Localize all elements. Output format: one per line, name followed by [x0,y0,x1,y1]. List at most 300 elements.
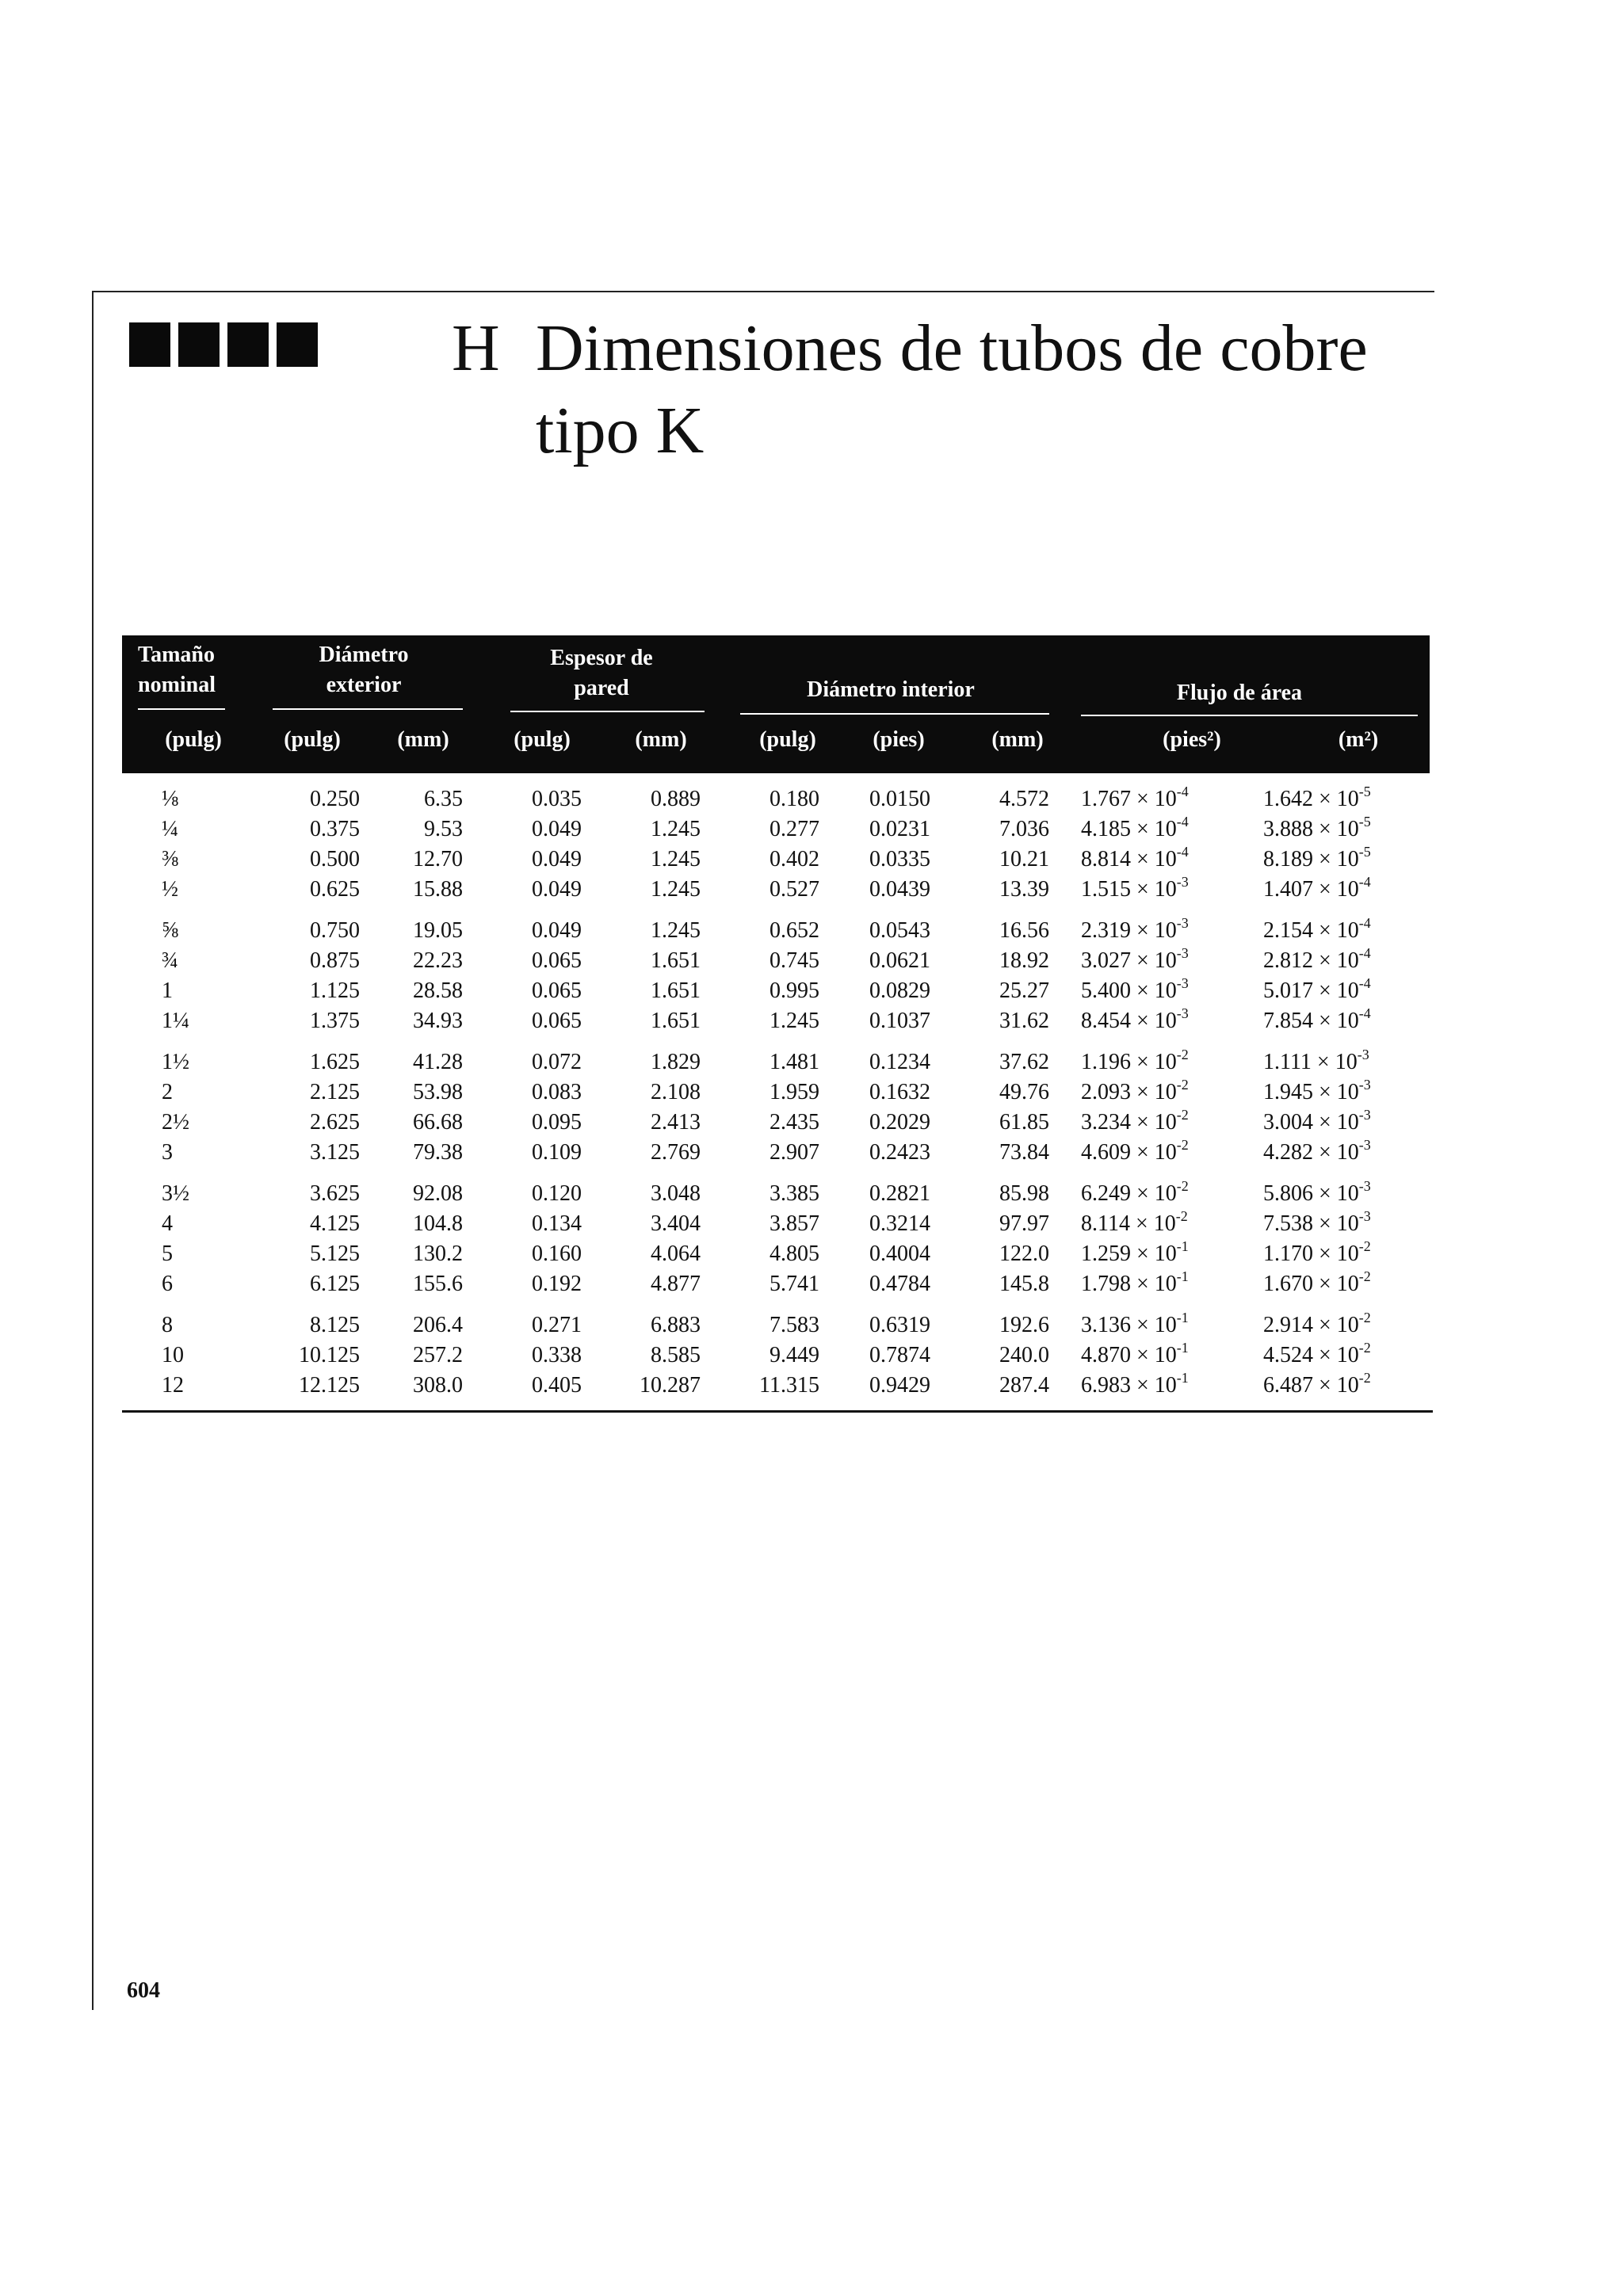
cell-espesor-pulg: 0.160 [532,1241,582,1266]
cell-espesor-pulg: 0.192 [532,1272,582,1296]
cell-espesor-pulg: 0.049 [532,817,582,841]
cell-espesor-mm: 2.108 [651,1080,701,1104]
cell-diam-ext-mm: 9.53 [424,817,463,841]
cell-diam-int-pies: 0.1234 [869,1050,930,1074]
exponent: -5 [1358,784,1371,799]
cell-diam-int-mm: 31.62 [999,1009,1049,1033]
cell-diam-int-mm: 10.21 [999,847,1049,871]
cell-diam-int-pies: 0.2821 [869,1181,930,1206]
cell-espesor-pulg: 0.120 [532,1181,582,1206]
unit-pulg: (pulg) [284,727,341,752]
exponent: -2 [1176,1077,1189,1093]
cell-tamano: 1 [162,978,173,1003]
cell-espesor-mm: 1.651 [651,1009,701,1033]
header-tamano: Tamaño nominal [138,643,216,697]
table-row [122,845,1430,875]
cell-flujo-pies2 [1081,1077,1263,1108]
cell-tamano: 2½ [162,1110,189,1135]
cell-flujo-m2 [1263,1179,1430,1209]
cell-diam-ext-mm: 206.4 [413,1313,463,1337]
mantissa: 1.196 × 10 [1081,1050,1177,1074]
exponent: -3 [1358,1208,1371,1224]
exponent: -2 [1176,1137,1189,1153]
cell-diam-int-mm: 192.6 [999,1313,1049,1337]
cell-flujo-pies2 [1081,976,1263,1006]
exponent: -2 [1358,1268,1371,1284]
exponent: -4 [1358,945,1371,961]
cell-diam-ext-pulg: 0.500 [310,847,360,871]
row-group [122,1179,1430,1299]
mantissa: 5.017 × 10 [1263,978,1359,1003]
mantissa: 6.983 × 10 [1081,1373,1177,1398]
table-row [122,1138,1430,1168]
unit-pies2: (pies²) [1163,727,1221,752]
cell-diam-ext-pulg: 4.125 [310,1211,360,1236]
row-group [122,916,1430,1036]
exponent: -3 [1358,1137,1371,1153]
cell-diam-int-pies: 0.1037 [869,1009,930,1033]
cell-tamano: 5 [162,1241,173,1266]
exponent: -3 [1358,1107,1371,1123]
cell-flujo-m2 [1263,1108,1430,1138]
cell-diam-int-pies: 0.2029 [869,1110,930,1135]
cell-diam-ext-mm: 34.93 [413,1009,463,1033]
mantissa: 2.093 × 10 [1081,1080,1177,1104]
top-rule [92,291,1434,292]
table-row [122,1108,1430,1138]
cell-diam-int-pulg: 5.741 [769,1272,819,1296]
exponent: -1 [1176,1268,1189,1284]
exponent: -2 [1358,1370,1371,1386]
mantissa: 1.259 × 10 [1081,1241,1177,1266]
cell-diam-ext-mm: 66.68 [413,1110,463,1135]
cell-espesor-mm: 6.883 [651,1313,701,1337]
cell-diam-int-pulg: 7.583 [769,1313,819,1337]
cell-flujo-m2 [1263,1239,1430,1269]
cell-diam-ext-pulg: 1.375 [310,1009,360,1033]
cell-diam-int-pies: 0.4004 [869,1241,930,1266]
unit-pulg: (pulg) [165,727,222,752]
cell-diam-ext-mm: 53.98 [413,1080,463,1104]
cell-espesor-mm: 1.651 [651,948,701,973]
mantissa: 1.407 × 10 [1263,877,1359,902]
cell-espesor-mm: 4.064 [651,1241,701,1266]
exponent: -4 [1358,915,1371,931]
cell-flujo-pies2 [1081,916,1263,946]
cell-diam-int-mm: 25.27 [999,978,1049,1003]
cell-diam-ext-pulg: 10.125 [299,1343,360,1367]
mantissa: 5.806 × 10 [1263,1181,1359,1206]
exponent: -1 [1176,1340,1189,1356]
cell-diam-ext-pulg: 8.125 [310,1313,360,1337]
cell-diam-int-pulg: 0.180 [769,787,819,811]
mantissa: 7.538 × 10 [1263,1211,1359,1236]
cell-diam-int-mm: 4.572 [999,787,1049,811]
cell-espesor-mm: 8.585 [651,1343,701,1367]
cell-diam-ext-pulg: 6.125 [310,1272,360,1296]
cell-diam-ext-pulg: 1.625 [310,1050,360,1074]
mantissa: 4.609 × 10 [1081,1140,1177,1165]
header-underline [740,713,1049,715]
cell-diam-ext-mm: 28.58 [413,978,463,1003]
exponent: -4 [1176,784,1189,799]
cell-tamano: 10 [162,1343,184,1367]
unit-pulg: (pulg) [514,727,571,752]
exponent: -4 [1176,844,1189,860]
cell-diam-int-pulg: 0.277 [769,817,819,841]
table-row [122,1179,1430,1209]
cell-espesor-pulg: 0.065 [532,948,582,973]
cell-diam-int-pulg: 0.745 [769,948,819,973]
exponent: -4 [1358,1005,1371,1021]
cell-espesor-pulg: 0.072 [532,1050,582,1074]
cell-flujo-m2 [1263,814,1430,845]
cell-diam-int-pulg: 0.652 [769,918,819,943]
cell-tamano: 3 [162,1140,173,1165]
table-row [122,1077,1430,1108]
exponent: -4 [1176,814,1189,830]
table-row [122,1269,1430,1299]
table-row [122,946,1430,976]
cell-diam-int-pies: 0.3214 [869,1211,930,1236]
cell-flujo-m2 [1263,1138,1430,1168]
cell-diam-ext-mm: 92.08 [413,1181,463,1206]
cell-flujo-pies2 [1081,875,1263,905]
page-title [452,307,1368,472]
mantissa: 1.945 × 10 [1263,1080,1359,1104]
cell-flujo-m2 [1263,784,1430,814]
unit-mm: (mm) [397,727,449,752]
cell-diam-ext-mm: 41.28 [413,1050,463,1074]
cell-diam-int-pies: 0.0231 [869,817,930,841]
table-row [122,1310,1430,1341]
mantissa: 1.767 × 10 [1081,787,1177,811]
mantissa: 2.914 × 10 [1263,1313,1359,1337]
exponent: -5 [1358,844,1371,860]
cell-flujo-pies2 [1081,946,1263,976]
cell-diam-int-pulg: 0.527 [769,877,819,902]
cell-diam-int-pies: 0.7874 [869,1343,930,1367]
cell-diam-int-pies: 0.0621 [869,948,930,973]
decorative-squares [129,322,318,367]
table-row [122,1006,1430,1036]
cell-espesor-pulg: 0.083 [532,1080,582,1104]
cell-espesor-mm: 4.877 [651,1272,701,1296]
cell-espesor-mm: 3.048 [651,1181,701,1206]
cell-flujo-pies2 [1081,1269,1263,1299]
cell-diam-int-mm: 287.4 [999,1373,1049,1398]
cell-espesor-pulg: 0.405 [532,1373,582,1398]
cell-diam-int-pulg: 9.449 [769,1343,819,1367]
mantissa: 2.319 × 10 [1081,918,1177,943]
header-underline [138,708,225,710]
cell-diam-int-pies: 0.2423 [869,1140,930,1165]
mantissa: 6.249 × 10 [1081,1181,1177,1206]
cell-diam-ext-pulg: 0.250 [310,787,360,811]
mantissa: 8.454 × 10 [1081,1009,1177,1033]
cell-flujo-m2 [1263,1371,1430,1401]
cell-diam-ext-pulg: 2.125 [310,1080,360,1104]
unit-mm: (mm) [635,727,687,752]
table-bottom-rule [122,1410,1433,1413]
cell-espesor-pulg: 0.338 [532,1343,582,1367]
cell-flujo-pies2 [1081,845,1263,875]
exponent: -4 [1358,975,1371,991]
cell-diam-int-pulg: 3.857 [769,1211,819,1236]
copper-tube-table [122,635,1430,1401]
cell-diam-int-mm: 73.84 [999,1140,1049,1165]
exponent: -2 [1176,1178,1189,1194]
cell-diam-int-pulg: 2.907 [769,1140,819,1165]
cell-espesor-mm: 2.769 [651,1140,701,1165]
appendix-letter: H [452,311,500,385]
cell-diam-int-mm: 85.98 [999,1181,1049,1206]
cell-diam-ext-mm: 12.70 [413,847,463,871]
cell-flujo-m2 [1263,916,1430,946]
cell-diam-int-mm: 16.56 [999,918,1049,943]
mantissa: 1.170 × 10 [1263,1241,1359,1266]
left-rule [92,291,94,2010]
cell-espesor-mm: 1.245 [651,918,701,943]
cell-diam-int-mm: 49.76 [999,1080,1049,1104]
mantissa: 1.670 × 10 [1263,1272,1359,1296]
cell-espesor-mm: 10.287 [640,1373,701,1398]
header-flujo: Flujo de área [1176,681,1303,705]
cell-espesor-mm: 2.413 [651,1110,701,1135]
cell-diam-int-pulg: 0.995 [769,978,819,1003]
mantissa: 7.854 × 10 [1263,1009,1359,1033]
cell-flujo-pies2 [1081,1006,1263,1036]
exponent: -1 [1176,1370,1189,1386]
cell-espesor-pulg: 0.095 [532,1110,582,1135]
mantissa: 3.027 × 10 [1081,948,1177,973]
cell-espesor-pulg: 0.049 [532,918,582,943]
exponent: -2 [1175,1208,1188,1224]
cell-flujo-pies2 [1081,814,1263,845]
table-body [122,784,1430,1401]
cell-diam-ext-mm: 308.0 [413,1373,463,1398]
cell-diam-int-pies: 0.0150 [869,787,930,811]
cell-espesor-pulg: 0.271 [532,1313,582,1337]
mantissa: 3.136 × 10 [1081,1313,1177,1337]
mantissa: 4.870 × 10 [1081,1343,1177,1367]
cell-diam-int-mm: 61.85 [999,1110,1049,1135]
cell-tamano: 6 [162,1272,173,1296]
cell-diam-ext-mm: 104.8 [413,1211,463,1236]
unit-mm: (mm) [991,727,1044,752]
exponent: -3 [1176,874,1189,890]
cell-tamano: 8 [162,1313,173,1337]
cell-espesor-mm: 3.404 [651,1211,701,1236]
table-header [122,635,1430,773]
table-row [122,1047,1430,1077]
cell-diam-int-pies: 0.6319 [869,1313,930,1337]
cell-tamano: ⅝ [162,918,178,943]
cell-diam-int-mm: 145.8 [999,1272,1049,1296]
header-underline [273,708,463,710]
square-block [227,322,269,367]
cell-espesor-pulg: 0.134 [532,1211,582,1236]
cell-tamano: 1¼ [162,1009,189,1033]
row-group [122,1047,1430,1168]
cell-tamano: ¾ [162,948,178,973]
exponent: -3 [1357,1047,1369,1062]
table-row [122,1239,1430,1269]
cell-flujo-pies2 [1081,1209,1263,1239]
mantissa: 1.111 × 10 [1263,1050,1358,1074]
cell-flujo-m2 [1263,976,1430,1006]
mantissa: 8.114 × 10 [1081,1211,1176,1236]
cell-flujo-m2 [1263,875,1430,905]
cell-diam-ext-pulg: 0.750 [310,918,360,943]
cell-tamano: ⅛ [162,787,178,811]
exponent: -1 [1176,1310,1189,1325]
cell-tamano: 2 [162,1080,173,1104]
cell-espesor-pulg: 0.049 [532,877,582,902]
cell-flujo-pies2 [1081,1371,1263,1401]
unit-pies: (pies) [873,727,925,752]
square-block [129,322,170,367]
mantissa: 4.524 × 10 [1263,1343,1359,1367]
exponent: -3 [1358,1077,1371,1093]
cell-diam-ext-mm: 257.2 [413,1343,463,1367]
mantissa: 2.154 × 10 [1263,918,1359,943]
title-line-1: Dimensiones de tubos de cobre [536,311,1368,385]
cell-diam-int-pulg: 0.402 [769,847,819,871]
exponent: -3 [1176,915,1189,931]
cell-diam-int-pulg: 1.245 [769,1009,819,1033]
cell-tamano: ⅜ [162,847,178,871]
cell-diam-int-mm: 13.39 [999,877,1049,902]
mantissa: 4.282 × 10 [1263,1140,1359,1165]
header-espesor: Espesor de pared [550,646,653,700]
cell-diam-int-mm: 97.97 [999,1211,1049,1236]
cell-espesor-mm: 1.829 [651,1050,701,1074]
mantissa: 3.888 × 10 [1263,817,1359,841]
cell-diam-int-pulg: 11.315 [759,1373,819,1398]
cell-flujo-pies2 [1081,1341,1263,1371]
cell-diam-ext-pulg: 3.625 [310,1181,360,1206]
cell-espesor-pulg: 0.065 [532,1009,582,1033]
cell-tamano: 12 [162,1373,184,1398]
table-row [122,976,1430,1006]
cell-diam-ext-mm: 130.2 [413,1241,463,1266]
cell-diam-int-pies: 0.0439 [869,877,930,902]
cell-diam-ext-mm: 19.05 [413,918,463,943]
unit-pulg: (pulg) [759,727,816,752]
cell-tamano: 3½ [162,1181,189,1206]
cell-tamano: 4 [162,1211,173,1236]
header-underline [1081,715,1418,716]
cell-diam-int-pies: 0.4784 [869,1272,930,1296]
mantissa: 1.798 × 10 [1081,1272,1177,1296]
cell-flujo-m2 [1263,946,1430,976]
table-row [122,1371,1430,1401]
cell-diam-ext-pulg: 0.875 [310,948,360,973]
square-block [178,322,220,367]
header-underline [510,711,705,712]
cell-espesor-mm: 1.245 [651,817,701,841]
table-row [122,814,1430,845]
mantissa: 4.185 × 10 [1081,817,1177,841]
cell-espesor-mm: 1.245 [651,847,701,871]
cell-flujo-pies2 [1081,1108,1263,1138]
cell-espesor-pulg: 0.035 [532,787,582,811]
cell-diam-int-pulg: 1.481 [769,1050,819,1074]
cell-espesor-mm: 1.651 [651,978,701,1003]
cell-diam-ext-mm: 79.38 [413,1140,463,1165]
cell-flujo-m2 [1263,1006,1430,1036]
mantissa: 8.814 × 10 [1081,847,1177,871]
exponent: -3 [1176,1005,1189,1021]
mantissa: 2.812 × 10 [1263,948,1359,973]
cell-diam-int-mm: 37.62 [999,1050,1049,1074]
cell-flujo-m2 [1263,1209,1430,1239]
cell-diam-int-pies: 0.1632 [869,1080,930,1104]
mantissa: 3.234 × 10 [1081,1110,1177,1135]
cell-espesor-mm: 1.245 [651,877,701,902]
header-diam-int: Diámetro interior [807,677,975,702]
exponent: -3 [1176,945,1189,961]
cell-diam-int-pies: 0.9429 [869,1373,930,1398]
cell-diam-int-mm: 122.0 [999,1241,1049,1266]
cell-diam-int-mm: 240.0 [999,1343,1049,1367]
cell-diam-ext-mm: 15.88 [413,877,463,902]
cell-diam-int-pulg: 2.435 [769,1110,819,1135]
cell-diam-int-pies: 0.0829 [869,978,930,1003]
cell-diam-int-pies: 0.0543 [869,918,930,943]
mantissa: 6.487 × 10 [1263,1373,1359,1398]
exponent: -1 [1176,1238,1189,1254]
cell-espesor-pulg: 0.109 [532,1140,582,1165]
cell-flujo-pies2 [1081,1138,1263,1168]
exponent: -2 [1358,1310,1371,1325]
exponent: -2 [1176,1107,1189,1123]
cell-diam-int-mm: 18.92 [999,948,1049,973]
cell-flujo-m2 [1263,1077,1430,1108]
cell-diam-ext-mm: 22.23 [413,948,463,973]
cell-tamano: ¼ [162,817,178,841]
cell-diam-ext-pulg: 1.125 [310,978,360,1003]
cell-diam-ext-pulg: 3.125 [310,1140,360,1165]
mantissa: 1.515 × 10 [1081,877,1177,902]
cell-flujo-pies2 [1081,1047,1263,1077]
exponent: -5 [1358,814,1371,830]
cell-diam-ext-pulg: 2.625 [310,1110,360,1135]
cell-diam-int-mm: 7.036 [999,817,1049,841]
cell-flujo-pies2 [1081,1310,1263,1341]
cell-diam-ext-pulg: 5.125 [310,1241,360,1266]
table-row [122,1209,1430,1239]
row-group [122,784,1430,905]
cell-flujo-pies2 [1081,1239,1263,1269]
cell-diam-ext-pulg: 0.625 [310,877,360,902]
cell-flujo-pies2 [1081,784,1263,814]
cell-flujo-m2 [1263,1341,1430,1371]
mantissa: 1.642 × 10 [1263,787,1359,811]
table-row [122,916,1430,946]
cell-diam-ext-pulg: 12.125 [299,1373,360,1398]
mantissa: 3.004 × 10 [1263,1110,1359,1135]
square-block [277,322,318,367]
cell-diam-int-pulg: 3.385 [769,1181,819,1206]
mantissa: 5.400 × 10 [1081,978,1177,1003]
table-row [122,875,1430,905]
cell-diam-int-pies: 0.0335 [869,847,930,871]
cell-flujo-pies2 [1081,1179,1263,1209]
page-number: 604 [127,1978,160,2003]
exponent: -2 [1358,1238,1371,1254]
